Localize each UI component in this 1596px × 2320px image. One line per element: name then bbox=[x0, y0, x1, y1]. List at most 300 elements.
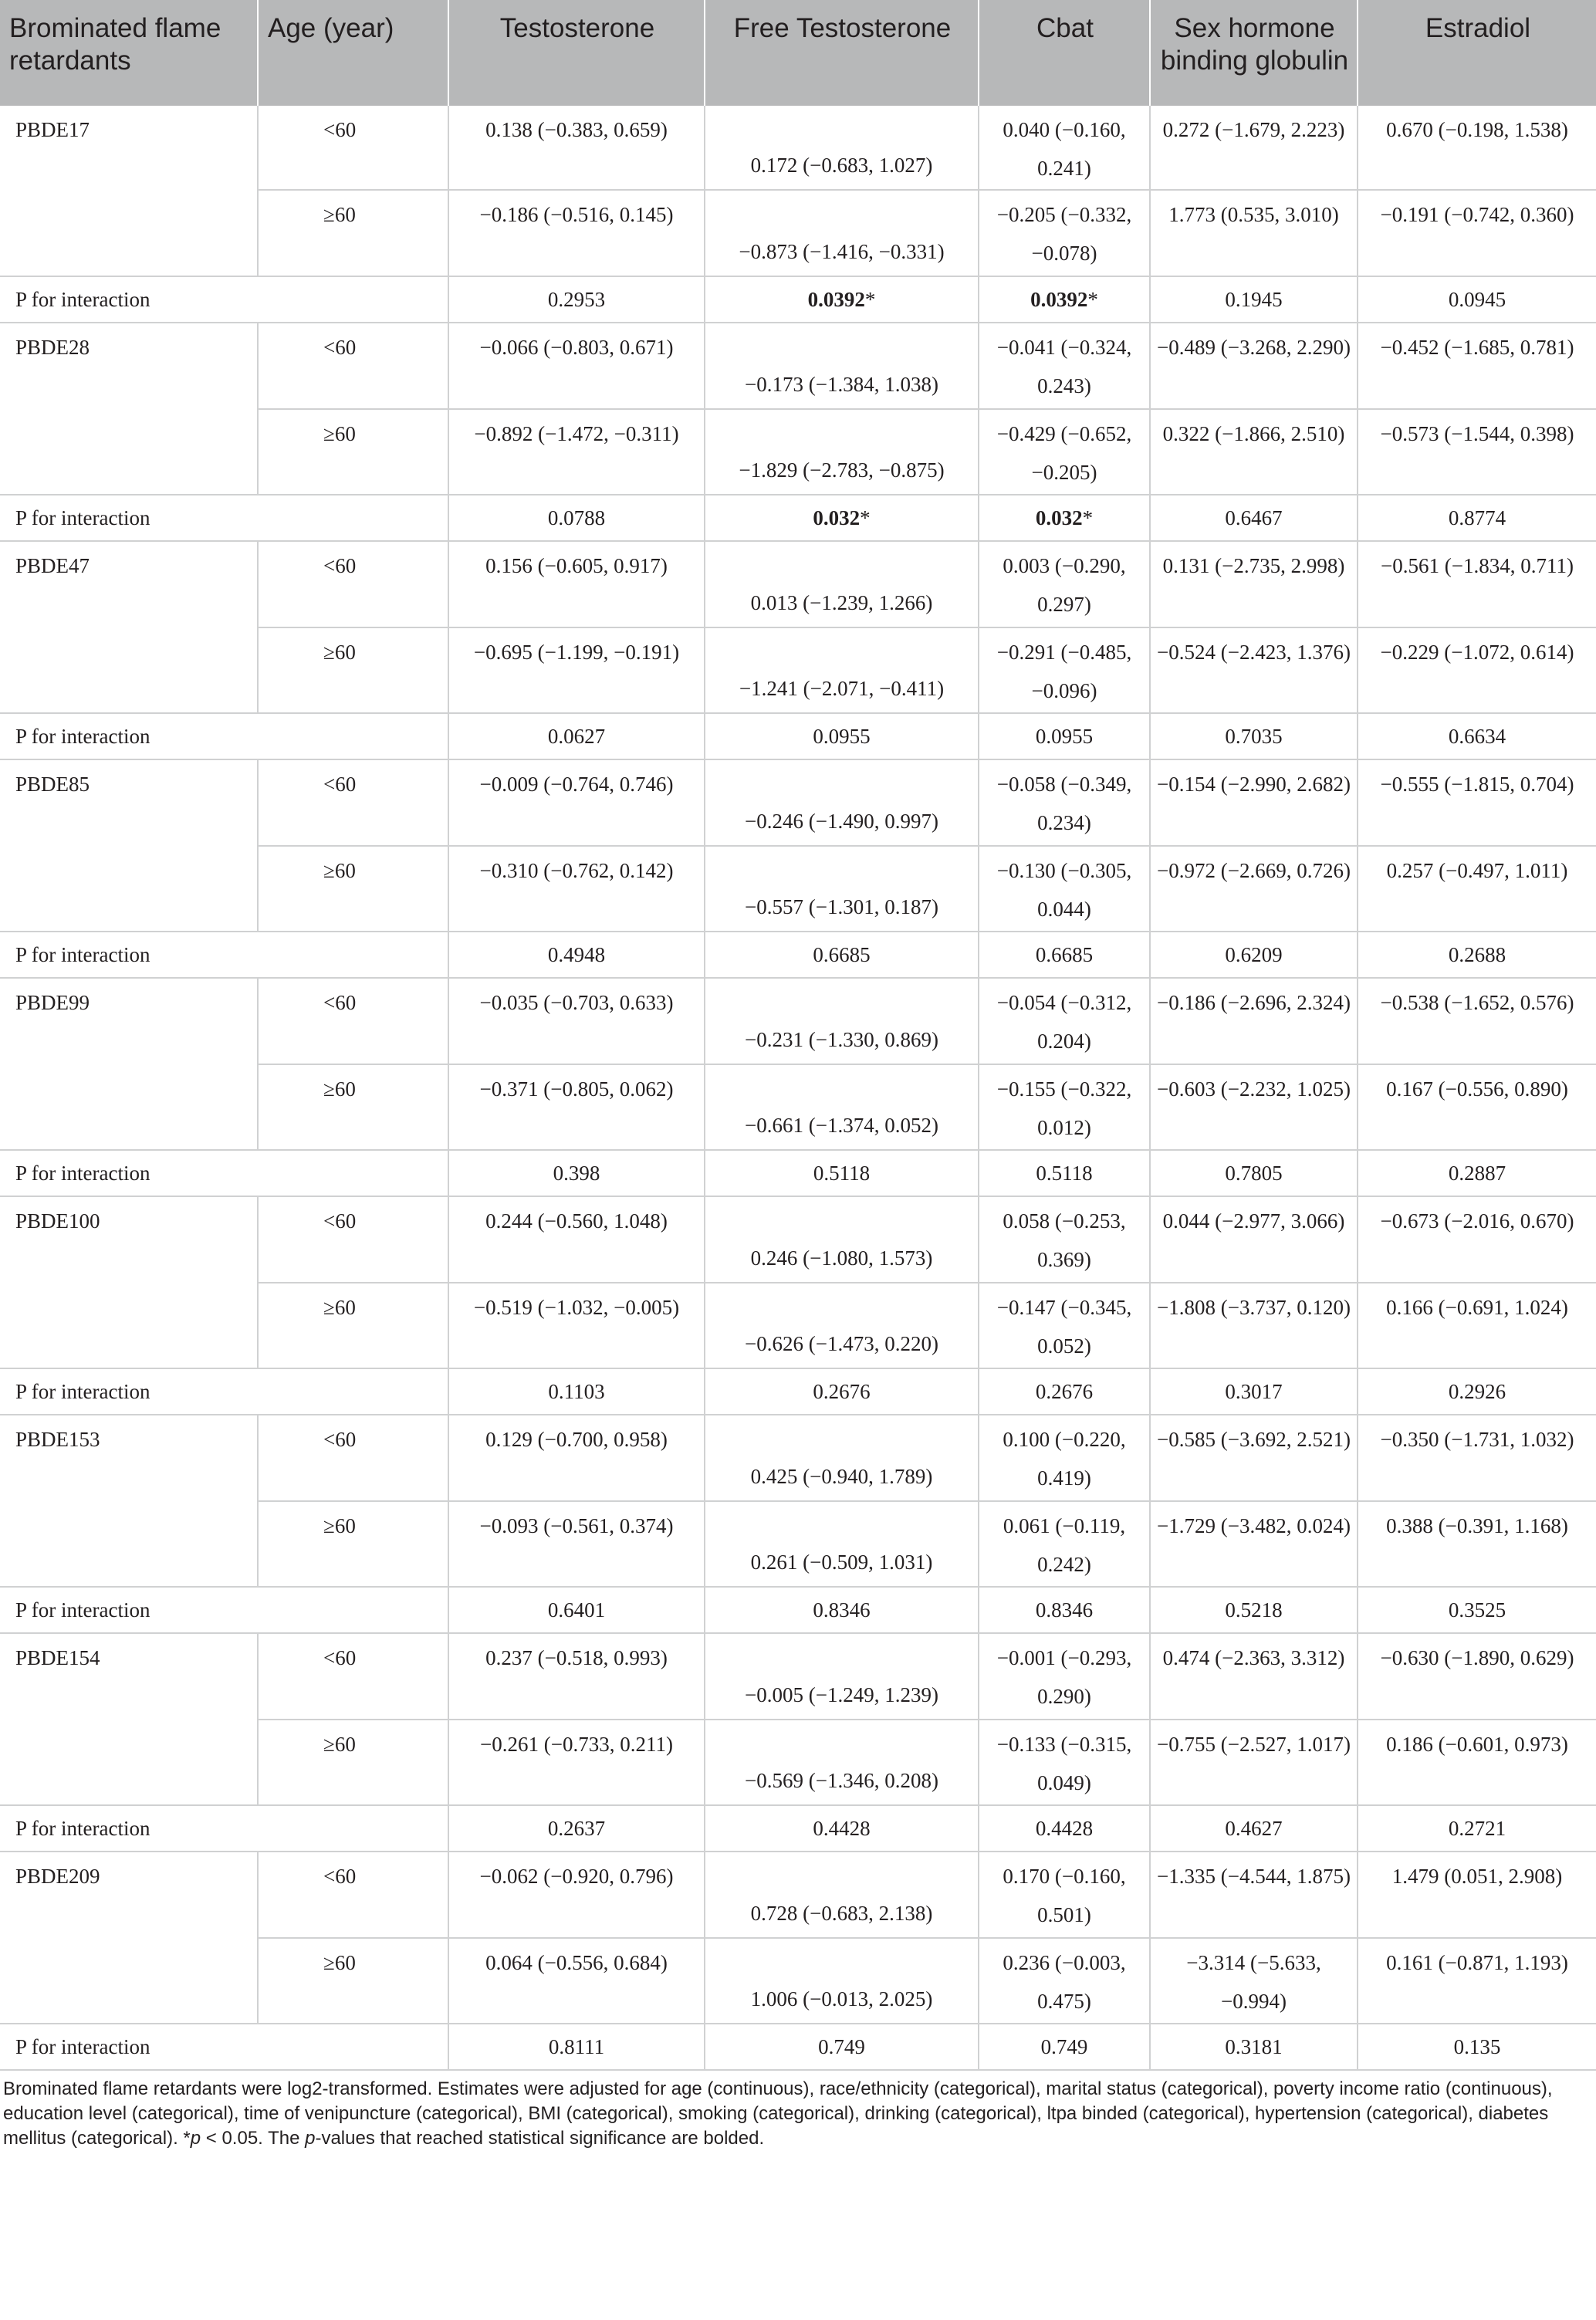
compound-name: PBDE17 bbox=[0, 106, 258, 276]
estimate-cell bbox=[1150, 1938, 1358, 2024]
table-row bbox=[0, 759, 1596, 846]
table-row bbox=[0, 978, 1596, 1064]
estimate-value: −0.892 (−1.472, −0.311) bbox=[474, 422, 679, 445]
table-row bbox=[0, 1415, 1596, 1501]
p-interaction-value bbox=[1150, 713, 1358, 759]
estimate-value: 0.061 (−0.119, 0.242) bbox=[1003, 1514, 1126, 1576]
estimate-value: −0.524 (−2.423, 1.376) bbox=[1157, 641, 1351, 664]
p-interaction-value bbox=[979, 1587, 1150, 1633]
estimate-value: 0.040 (−0.160, 0.241) bbox=[1003, 118, 1126, 180]
estimate-cell bbox=[979, 1852, 1150, 1938]
estimate-cell bbox=[1150, 759, 1358, 846]
p-value: 0.2676 bbox=[1035, 1380, 1094, 1403]
estimate-cell bbox=[1358, 1501, 1596, 1587]
p-interaction-value bbox=[705, 932, 979, 978]
p-value: 0.4948 bbox=[547, 943, 606, 966]
p-interaction-value bbox=[1150, 495, 1358, 541]
header-estradiol: Estradiol bbox=[1358, 0, 1596, 106]
age-group: <60 bbox=[258, 978, 448, 1064]
estimate-cell bbox=[448, 323, 705, 409]
p-interaction-value bbox=[1150, 276, 1358, 323]
estimate-cell bbox=[448, 1196, 705, 1283]
estimate-cell bbox=[1150, 106, 1358, 190]
p-interaction-value bbox=[448, 932, 705, 978]
estimate-cell bbox=[705, 1283, 979, 1368]
age-group: ≥60 bbox=[258, 1064, 448, 1150]
p-interaction-row bbox=[0, 1587, 1596, 1633]
estimate-value: −0.093 (−0.561, 0.374) bbox=[479, 1514, 674, 1537]
estimate-cell bbox=[448, 1064, 705, 1150]
estimate-value: −0.133 (−0.315, 0.049) bbox=[996, 1733, 1132, 1794]
p-interaction-row bbox=[0, 1368, 1596, 1415]
p-value: 0.1945 bbox=[1225, 288, 1283, 311]
p-value: 0.2887 bbox=[1448, 1162, 1506, 1185]
estimate-value: 0.100 (−0.220, 0.419) bbox=[1003, 1428, 1126, 1490]
p-interaction-label: P for interaction bbox=[0, 1805, 448, 1852]
estimate-cell bbox=[979, 1501, 1150, 1587]
estimate-value: −0.058 (−0.349, 0.234) bbox=[996, 773, 1132, 834]
age-group: ≥60 bbox=[258, 846, 448, 932]
compound-name: PBDE209 bbox=[0, 1852, 258, 2024]
age-group: <60 bbox=[258, 106, 448, 190]
p-interaction-value bbox=[1150, 1150, 1358, 1196]
estimate-cell bbox=[448, 541, 705, 627]
estimate-cell bbox=[1358, 1938, 1596, 2024]
p-value: 0.5118 bbox=[1036, 1162, 1093, 1185]
estimate-value: −0.066 (−0.803, 0.671) bbox=[479, 336, 674, 359]
p-interaction-value bbox=[1358, 1368, 1596, 1415]
p-interaction-value bbox=[1358, 495, 1596, 541]
estimate-cell bbox=[1358, 323, 1596, 409]
p-interaction-label: P for interaction bbox=[0, 932, 448, 978]
header-row bbox=[0, 0, 1596, 106]
p-value: 0.5218 bbox=[1225, 1598, 1283, 1622]
estimate-cell bbox=[705, 1196, 979, 1283]
estimate-value: 1.006 (−0.013, 2.025) bbox=[750, 1987, 933, 2011]
estimate-cell bbox=[979, 1938, 1150, 2024]
p-interaction-label: P for interaction bbox=[0, 276, 448, 323]
estimate-value: −0.261 (−0.733, 0.211) bbox=[480, 1733, 673, 1756]
estimate-value: −0.519 (−1.032, −0.005) bbox=[473, 1296, 680, 1319]
age-group: <60 bbox=[258, 759, 448, 846]
estimate-cell bbox=[448, 1415, 705, 1501]
estimate-cell bbox=[448, 1720, 705, 1805]
p-interaction-value bbox=[448, 1587, 705, 1633]
p-interaction-row bbox=[0, 1150, 1596, 1196]
p-value: 0.8346 bbox=[813, 1598, 871, 1622]
p-interaction-value bbox=[448, 1805, 705, 1852]
estimate-value: −0.569 (−1.346, 0.208) bbox=[745, 1769, 938, 1792]
p-interaction-label: P for interaction bbox=[0, 1587, 448, 1633]
age-group: <60 bbox=[258, 1633, 448, 1720]
estimate-value: −0.603 (−2.232, 1.025) bbox=[1157, 1077, 1351, 1101]
header-cbat: Cbat bbox=[979, 0, 1150, 106]
estimate-value: −0.429 (−0.652, −0.205) bbox=[996, 422, 1132, 484]
estimate-cell bbox=[1150, 541, 1358, 627]
estimate-value: −0.561 (−1.834, 0.711) bbox=[1381, 554, 1574, 577]
estimate-value: −0.452 (−1.685, 0.781) bbox=[1380, 336, 1574, 359]
estimate-cell bbox=[705, 627, 979, 713]
estimate-value: 0.322 (−1.866, 2.510) bbox=[1162, 422, 1345, 445]
age-group: <60 bbox=[258, 1415, 448, 1501]
estimate-value: 0.138 (−0.383, 0.659) bbox=[485, 118, 668, 141]
p-interaction-label: P for interaction bbox=[0, 495, 448, 541]
p-value: 0.3181 bbox=[1225, 2035, 1283, 2058]
p-interaction-value bbox=[979, 932, 1150, 978]
age-group: ≥60 bbox=[258, 190, 448, 276]
p-interaction-value bbox=[979, 276, 1150, 323]
table-footnote bbox=[0, 2071, 1596, 2151]
significant-p-value: 0.032 bbox=[1035, 506, 1083, 529]
p-interaction-row bbox=[0, 2024, 1596, 2070]
p-value: 0.4428 bbox=[813, 1817, 871, 1840]
estimate-cell bbox=[979, 1415, 1150, 1501]
p-interaction-label: P for interaction bbox=[0, 2024, 448, 2070]
estimate-cell bbox=[705, 1938, 979, 2024]
p-value: 0.0788 bbox=[547, 506, 606, 529]
estimate-cell bbox=[705, 978, 979, 1064]
estimate-cell bbox=[1150, 1720, 1358, 1805]
estimate-cell bbox=[1150, 1415, 1358, 1501]
estimate-cell bbox=[1358, 1196, 1596, 1283]
p-interaction-row bbox=[0, 276, 1596, 323]
p-interaction-value bbox=[1150, 1587, 1358, 1633]
estimate-cell bbox=[1358, 978, 1596, 1064]
estimate-cell bbox=[1150, 1501, 1358, 1587]
estimate-value: 0.064 (−0.556, 0.684) bbox=[485, 1951, 668, 1974]
estimate-value: −0.585 (−3.692, 2.521) bbox=[1157, 1428, 1351, 1451]
estimate-value: −0.673 (−2.016, 0.670) bbox=[1380, 1209, 1574, 1233]
p-value: 0.4428 bbox=[1035, 1817, 1094, 1840]
estimate-value: 0.272 (−1.679, 2.223) bbox=[1162, 118, 1345, 141]
p-interaction-label: P for interaction bbox=[0, 1150, 448, 1196]
p-interaction-value bbox=[1150, 932, 1358, 978]
estimate-cell bbox=[979, 190, 1150, 276]
estimate-cell bbox=[448, 1633, 705, 1720]
age-group: <60 bbox=[258, 1196, 448, 1283]
estimate-value: −0.001 (−0.293, 0.290) bbox=[996, 1646, 1132, 1708]
estimate-cell bbox=[448, 190, 705, 276]
p-interaction-value bbox=[1150, 2024, 1358, 2070]
estimate-value: −0.041 (−0.324, 0.243) bbox=[996, 336, 1132, 397]
p-value: 0.1103 bbox=[548, 1380, 605, 1403]
estimate-cell bbox=[448, 1283, 705, 1368]
estimate-value: −0.191 (−0.742, 0.360) bbox=[1380, 203, 1574, 226]
p-value: 0.2676 bbox=[813, 1380, 871, 1403]
estimate-cell bbox=[448, 978, 705, 1064]
p-interaction-value bbox=[979, 495, 1150, 541]
estimate-value: −0.173 (−1.384, 1.038) bbox=[745, 373, 938, 396]
p-value: 0.2721 bbox=[1448, 1817, 1506, 1840]
p-value: 0.8346 bbox=[1035, 1598, 1094, 1622]
p-interaction-label: P for interaction bbox=[0, 713, 448, 759]
p-value: 0.6209 bbox=[1225, 943, 1283, 966]
age-group: <60 bbox=[258, 1852, 448, 1938]
p-interaction-value bbox=[705, 276, 979, 323]
estimate-value: −0.130 (−0.305, 0.044) bbox=[996, 859, 1132, 921]
age-group: ≥60 bbox=[258, 627, 448, 713]
estimate-cell bbox=[1358, 1064, 1596, 1150]
estimate-cell bbox=[979, 541, 1150, 627]
p-interaction-value bbox=[448, 1150, 705, 1196]
estimate-value: 0.246 (−1.080, 1.573) bbox=[750, 1246, 933, 1270]
estimate-cell bbox=[448, 627, 705, 713]
estimate-cell bbox=[705, 759, 979, 846]
estimate-cell bbox=[1358, 190, 1596, 276]
p-interaction-value bbox=[705, 1587, 979, 1633]
p-value: 0.8111 bbox=[548, 2035, 605, 2058]
header-free-testosterone: Free Testosterone bbox=[705, 0, 979, 106]
estimate-cell bbox=[1358, 846, 1596, 932]
age-group: ≥60 bbox=[258, 1938, 448, 2024]
estimate-value: −0.231 (−1.330, 0.869) bbox=[745, 1028, 938, 1051]
p-interaction-value bbox=[448, 495, 705, 541]
p-value: 0.0627 bbox=[547, 725, 606, 748]
estimate-cell bbox=[1358, 1633, 1596, 1720]
estimate-cell bbox=[1150, 1852, 1358, 1938]
estimate-cell bbox=[1150, 846, 1358, 932]
estimate-cell bbox=[705, 1415, 979, 1501]
estimate-cell bbox=[1358, 106, 1596, 190]
estimate-value: 0.166 (−0.691, 1.024) bbox=[1386, 1296, 1568, 1319]
significant-p-value: 0.0392 bbox=[1030, 288, 1088, 311]
p-interaction-value bbox=[1358, 1805, 1596, 1852]
estimate-value: −0.246 (−1.490, 0.997) bbox=[745, 810, 938, 833]
estimate-cell bbox=[705, 409, 979, 495]
footnote-p-1: p bbox=[190, 2128, 201, 2149]
estimate-cell bbox=[705, 1633, 979, 1720]
estimate-value: 0.003 (−0.290, 0.297) bbox=[1003, 554, 1126, 616]
estimate-value: −0.350 (−1.731, 1.032) bbox=[1380, 1428, 1574, 1451]
significant-p-value: 0.032 bbox=[813, 506, 861, 529]
estimate-value: 0.044 (−2.977, 3.066) bbox=[1162, 1209, 1345, 1233]
table-row bbox=[0, 541, 1596, 627]
p-interaction-row bbox=[0, 713, 1596, 759]
header-shbg: Sex hormone binding globulin bbox=[1150, 0, 1358, 106]
estimate-value: −0.291 (−0.485, −0.096) bbox=[996, 641, 1132, 702]
estimate-value: 0.388 (−0.391, 1.168) bbox=[1386, 1514, 1568, 1537]
p-interaction-value bbox=[705, 495, 979, 541]
compound-name: PBDE99 bbox=[0, 978, 258, 1150]
estimate-value: 0.257 (−0.497, 1.011) bbox=[1386, 859, 1568, 882]
estimate-cell bbox=[1150, 1283, 1358, 1368]
estimate-value: 0.013 (−1.239, 1.266) bbox=[750, 591, 933, 614]
p-value: 0.3017 bbox=[1225, 1380, 1283, 1403]
estimate-cell bbox=[1150, 323, 1358, 409]
p-interaction-row bbox=[0, 1805, 1596, 1852]
p-interaction-value bbox=[1358, 932, 1596, 978]
p-value-with-star: 0.032* bbox=[813, 506, 871, 529]
estimate-cell bbox=[448, 1501, 705, 1587]
estimate-value: −0.229 (−1.072, 0.614) bbox=[1380, 641, 1574, 664]
estimate-cell bbox=[1358, 541, 1596, 627]
p-value: 0.6467 bbox=[1225, 506, 1283, 529]
p-interaction-value bbox=[979, 1150, 1150, 1196]
p-interaction-value bbox=[448, 276, 705, 323]
p-value: 0.6401 bbox=[547, 1598, 606, 1622]
p-value: 0.3525 bbox=[1448, 1598, 1506, 1622]
p-interaction-value bbox=[1150, 1368, 1358, 1415]
p-interaction-row bbox=[0, 495, 1596, 541]
estimate-value: −0.555 (−1.815, 0.704) bbox=[1380, 773, 1574, 796]
estimate-cell bbox=[979, 759, 1150, 846]
p-value: 0.749 bbox=[818, 2035, 865, 2058]
estimate-value: −0.573 (−1.544, 0.398) bbox=[1380, 422, 1574, 445]
estimate-cell bbox=[1358, 1852, 1596, 1938]
estimate-value: 0.244 (−0.560, 1.048) bbox=[485, 1209, 668, 1233]
estimate-value: −0.054 (−0.312, 0.204) bbox=[996, 991, 1132, 1053]
estimate-cell bbox=[979, 1283, 1150, 1368]
estimate-cell bbox=[1358, 759, 1596, 846]
estimate-cell bbox=[979, 978, 1150, 1064]
estimate-cell bbox=[1358, 1415, 1596, 1501]
footnote-text-1: Brominated flame retardants were log2-transformed. Estimates were adjusted for age (continuous), race/ethnicity (categorical), marital status (categorical), poverty income ratio (continuous), education level (categorical), time of venipuncture (categorical), BMI (categorical), smoking (categorical), drinking (categorical), ltpa binded (categorical), hypertension (categorical), diabetes mellitus (categorical). * bbox=[3, 2078, 1553, 2149]
table-body bbox=[0, 106, 1596, 2070]
p-interaction-value bbox=[448, 1368, 705, 1415]
estimate-value: −3.314 (−5.633, −0.994) bbox=[1186, 1951, 1321, 2013]
estimate-value: −1.729 (−3.482, 0.024) bbox=[1157, 1514, 1351, 1537]
compound-name: PBDE100 bbox=[0, 1196, 258, 1368]
estimate-value: −0.972 (−2.669, 0.726) bbox=[1157, 859, 1351, 882]
estimate-cell bbox=[979, 1196, 1150, 1283]
header-testosterone: Testosterone bbox=[448, 0, 705, 106]
compound-name: PBDE28 bbox=[0, 323, 258, 495]
estimate-value: −0.005 (−1.249, 1.239) bbox=[745, 1683, 938, 1706]
estimate-value: −1.829 (−2.783, −0.875) bbox=[739, 458, 945, 482]
compound-name: PBDE47 bbox=[0, 541, 258, 713]
estimate-value: 0.728 (−0.683, 2.138) bbox=[750, 1902, 933, 1925]
p-value: 0.0955 bbox=[1035, 725, 1094, 748]
estimate-value: 0.058 (−0.253, 0.369) bbox=[1003, 1209, 1126, 1271]
estimate-cell bbox=[448, 846, 705, 932]
p-interaction-value bbox=[979, 1805, 1150, 1852]
estimate-cell bbox=[1150, 1633, 1358, 1720]
p-interaction-value bbox=[705, 1805, 979, 1852]
p-value: 0.749 bbox=[1040, 2035, 1088, 2058]
estimate-value: −1.808 (−3.737, 0.120) bbox=[1157, 1296, 1351, 1319]
table-row bbox=[0, 106, 1596, 190]
estimate-cell bbox=[979, 1064, 1150, 1150]
estimate-cell bbox=[1150, 409, 1358, 495]
significant-p-value: 0.0392 bbox=[807, 288, 865, 311]
p-interaction-value bbox=[1358, 1150, 1596, 1196]
p-value: 0.2926 bbox=[1448, 1380, 1506, 1403]
header-age: Age (year) bbox=[258, 0, 448, 106]
estimate-cell bbox=[1150, 627, 1358, 713]
estimate-value: 0.670 (−0.198, 1.538) bbox=[1386, 118, 1568, 141]
estimate-value: 0.186 (−0.601, 0.973) bbox=[1386, 1733, 1568, 1756]
footnote-p-2: p bbox=[305, 2128, 316, 2149]
header-compound: Brominated flame retardants bbox=[0, 0, 258, 106]
estimate-value: −0.205 (−0.332, −0.078) bbox=[996, 203, 1132, 265]
p-value: 0.7805 bbox=[1225, 1162, 1283, 1185]
p-value: 0.6685 bbox=[1035, 943, 1094, 966]
estimate-value: 0.172 (−0.683, 1.027) bbox=[750, 154, 933, 177]
estimate-value: −0.186 (−2.696, 2.324) bbox=[1157, 991, 1351, 1014]
estimate-cell bbox=[705, 1501, 979, 1587]
estimate-value: −0.661 (−1.374, 0.052) bbox=[745, 1114, 938, 1137]
p-interaction-value bbox=[1358, 2024, 1596, 2070]
estimate-value: 0.261 (−0.509, 1.031) bbox=[750, 1551, 933, 1574]
estimate-cell bbox=[705, 190, 979, 276]
estimate-cell bbox=[1150, 978, 1358, 1064]
estimate-value: −0.035 (−0.703, 0.633) bbox=[479, 991, 674, 1014]
p-interaction-value bbox=[448, 713, 705, 759]
p-value: 0.4627 bbox=[1225, 1817, 1283, 1840]
estimate-cell bbox=[705, 1720, 979, 1805]
estimate-cell bbox=[1358, 1720, 1596, 1805]
estimate-value: 0.167 (−0.556, 0.890) bbox=[1386, 1077, 1568, 1101]
estimate-value: −0.630 (−1.890, 0.629) bbox=[1380, 1646, 1574, 1669]
estimate-value: 0.237 (−0.518, 0.993) bbox=[485, 1646, 668, 1669]
estimate-value: 0.129 (−0.700, 0.958) bbox=[485, 1428, 668, 1451]
estimate-cell bbox=[705, 323, 979, 409]
estimate-value: 0.156 (−0.605, 0.917) bbox=[485, 554, 668, 577]
p-value: 0.7035 bbox=[1225, 725, 1283, 748]
estimate-value: −0.873 (−1.416, −0.331) bbox=[739, 240, 945, 263]
estimate-cell bbox=[1358, 627, 1596, 713]
p-value: 0.2688 bbox=[1448, 943, 1506, 966]
estimate-cell bbox=[448, 409, 705, 495]
table-row bbox=[0, 1633, 1596, 1720]
p-value: 0.2953 bbox=[547, 288, 606, 311]
p-value: 0.8774 bbox=[1448, 506, 1506, 529]
estimate-value: 0.131 (−2.735, 2.998) bbox=[1162, 554, 1345, 577]
compound-name: PBDE154 bbox=[0, 1633, 258, 1805]
age-group: <60 bbox=[258, 541, 448, 627]
table-row bbox=[0, 1196, 1596, 1283]
table-row bbox=[0, 1852, 1596, 1938]
estimate-value: −1.335 (−4.544, 1.875) bbox=[1157, 1865, 1351, 1888]
p-interaction-value bbox=[705, 1150, 979, 1196]
p-value: 0.398 bbox=[553, 1162, 600, 1185]
p-value: 0.2637 bbox=[547, 1817, 606, 1840]
estimate-cell bbox=[1358, 1283, 1596, 1368]
estimate-cell bbox=[979, 323, 1150, 409]
estimate-value: 0.474 (−2.363, 3.312) bbox=[1162, 1646, 1345, 1669]
estimate-cell bbox=[1150, 190, 1358, 276]
p-value-with-star: 0.0392* bbox=[807, 288, 876, 311]
estimate-value: −0.371 (−0.805, 0.062) bbox=[479, 1077, 674, 1101]
age-group: ≥60 bbox=[258, 1501, 448, 1587]
estimate-value: −0.310 (−0.762, 0.142) bbox=[479, 859, 674, 882]
p-interaction-value bbox=[1150, 1805, 1358, 1852]
estimate-cell bbox=[979, 1633, 1150, 1720]
table-row bbox=[0, 323, 1596, 409]
estimate-value: −0.755 (−2.527, 1.017) bbox=[1157, 1733, 1351, 1756]
p-value: 0.6685 bbox=[813, 943, 871, 966]
estimate-cell bbox=[448, 1852, 705, 1938]
estimate-cell bbox=[448, 1938, 705, 2024]
p-value: 0.5118 bbox=[813, 1162, 871, 1185]
estimate-cell bbox=[979, 1720, 1150, 1805]
p-interaction-row bbox=[0, 932, 1596, 978]
estimate-cell bbox=[705, 1852, 979, 1938]
estimate-value: −0.538 (−1.652, 0.576) bbox=[1380, 991, 1574, 1014]
estimate-cell bbox=[979, 846, 1150, 932]
p-interaction-value bbox=[979, 713, 1150, 759]
p-value-with-star: 0.0392* bbox=[1030, 288, 1098, 311]
estimate-value: 0.236 (−0.003, 0.475) bbox=[1003, 1951, 1126, 2013]
p-interaction-value bbox=[448, 2024, 705, 2070]
estimate-value: 1.773 (0.535, 3.010) bbox=[1168, 203, 1339, 226]
estimate-value: −0.695 (−1.199, −0.191) bbox=[473, 641, 680, 664]
estimate-cell bbox=[1358, 409, 1596, 495]
p-interaction-value bbox=[979, 2024, 1150, 2070]
compound-name: PBDE85 bbox=[0, 759, 258, 932]
estimate-cell bbox=[979, 627, 1150, 713]
p-interaction-label: P for interaction bbox=[0, 1368, 448, 1415]
